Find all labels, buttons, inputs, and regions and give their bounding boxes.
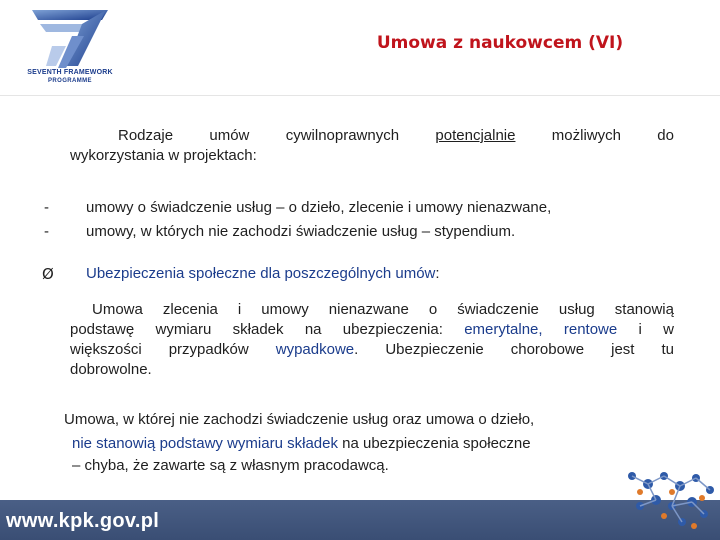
para1-line-3: większości przypadków wypadkowe. Ubezpieczenie chorobowe jest tu xyxy=(70,341,674,358)
molecule-decoration-icon xyxy=(612,462,720,540)
header xyxy=(0,0,720,96)
section-heading: Ubezpieczenia społeczne dla poszczególnych umów: xyxy=(86,265,440,282)
underlined-word: potencjalnie xyxy=(435,127,516,144)
bullet-item: umowy o świadczenie usług – o dzieło, zlecenie i umowy nienazwane, xyxy=(86,199,552,216)
bullet-marker: - xyxy=(44,223,49,240)
bullet-marker: - xyxy=(44,199,49,216)
arrow-bullet-icon: Ø xyxy=(42,265,54,283)
footer-link[interactable]: www.kpk.gov.pl xyxy=(6,510,160,532)
intro-line-2: wykorzystania w projektach: xyxy=(70,147,257,164)
logo-text: SEVENTH FRAMEWORK xyxy=(27,69,113,76)
para1-line-2: podstawę wymiaru składek na ubezpieczenia: emerytalne, rentowe i w xyxy=(70,321,675,338)
para2-line-1: Umowa, w której nie zachodzi świadczenie usług oraz umowa o dzieło, xyxy=(64,411,535,428)
para1-line-4: dobrowolne. xyxy=(70,361,152,378)
para1-line-1: Umowa zlecenia i umowy nienazwane o świadczenie usług stanowią xyxy=(92,301,674,318)
logo-subtext: PROGRAMME xyxy=(48,78,92,84)
para2-line-2: nie stanowią podstawy wymiaru składek na ubezpieczenia społeczne xyxy=(72,435,531,452)
header-divider xyxy=(0,95,720,96)
intro-line-1: Rodzaje umów cywilnoprawnych potencjalnie możliwych do xyxy=(118,127,674,144)
bullet-item: umowy, w których nie zachodzi świadczenie usług – stypendium. xyxy=(86,223,516,240)
page-title: Umowa z naukowcem (VI) xyxy=(376,33,624,53)
para2-line-3: – chyba, że zawarte są z własnym pracodawcą. xyxy=(72,457,389,474)
